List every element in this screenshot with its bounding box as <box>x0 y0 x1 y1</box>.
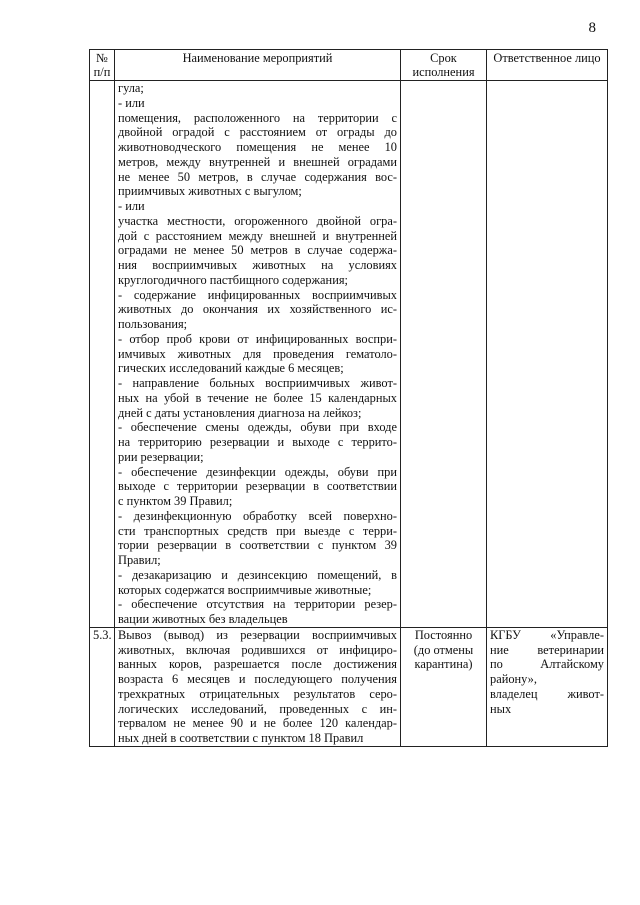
header-term: Срок исполнения <box>401 50 487 81</box>
text-line: - или <box>118 95 145 110</box>
text-line: выходе с территории резервации в соответствии <box>118 479 397 494</box>
row-5-3-term <box>404 628 483 672</box>
continuation-lines <box>118 81 397 627</box>
text-line: трехкратных отрицательных результатов серо- <box>118 686 397 701</box>
text-line: гических исследований каждые 6 месяцев; <box>118 361 344 376</box>
text-line: круглогодичного пастбищного содержания; <box>118 272 348 287</box>
text-line: ния восприимчивых животных на условиях <box>118 258 397 272</box>
continuation-term-cell <box>401 81 487 628</box>
continuation-text-cell <box>115 81 401 628</box>
text-line: двойной оградой с расстоянием от ограды до <box>118 125 397 140</box>
table-row-continuation <box>90 81 608 628</box>
text-line: - направление больных восприимчивых живот- <box>118 376 397 390</box>
table-row-5-3 <box>90 627 608 746</box>
text-line: (до отмены <box>413 642 474 657</box>
text-line: на территорию резервации и выходе с террито- <box>118 435 397 449</box>
row-5-3-term-cell <box>401 627 487 746</box>
text-line: сти транспортных средств при выезде с терри- <box>118 523 397 538</box>
text-line: животноводческого помещения не менее 10 <box>118 140 397 154</box>
text-line: которых содержатся восприимчивые животные; <box>118 582 372 597</box>
text-line: не менее 50 метров, в случае содержания вос- <box>118 169 397 184</box>
text-line: карантина) <box>414 657 473 672</box>
row-5-3-lines <box>118 628 397 746</box>
text-line: владелец живот- <box>490 686 604 701</box>
text-line: гула; <box>118 81 144 95</box>
header-name: Наименование мероприятий <box>115 50 401 81</box>
text-line: оградами не менее 50 метров в случае содержа- <box>118 243 397 258</box>
row-5-3-responsible <box>490 628 604 717</box>
text-line: по Алтайскому <box>490 657 604 672</box>
row-5-3-num: 5.3. <box>90 627 115 746</box>
text-line: приимчивых животных с выгулом; <box>118 184 302 199</box>
text-line: ние ветеринарии <box>490 642 604 657</box>
text-line: метров, между внутренней и внешней оградами <box>118 154 397 169</box>
row-5-3-responsible-cell <box>487 627 608 746</box>
text-line: с пунктом 39 Правил; <box>118 494 233 508</box>
text-line: - обеспечение смены одежды, обуви при входе <box>118 420 397 435</box>
text-line: - или <box>118 199 145 213</box>
text-line: - дезинфекционную обработку всей поверхно- <box>118 508 397 523</box>
text-line: ных <box>490 701 512 716</box>
text-line: - обеспечение отсутствия на территории резер- <box>118 597 397 612</box>
text-line: - обеспечение дезинфекции одежды, обуви при <box>118 464 397 479</box>
text-line: тервалом не менее 90 и не более 120 календар- <box>118 716 397 731</box>
text-line: Правил; <box>118 553 161 567</box>
text-line: району», <box>490 672 537 686</box>
measures-table <box>89 49 608 747</box>
text-line: ных дней в соответствии с пунктом 18 Правил <box>118 731 364 745</box>
table-header-row <box>90 50 608 81</box>
text-line: рии резервации; <box>118 449 204 464</box>
text-line: Постоянно <box>414 627 473 642</box>
text-line: дой с расстоянием между внешней и внутренней <box>118 228 397 243</box>
text-line: участка местности, огороженного двойной огра- <box>118 213 397 228</box>
text-line: логических исследований, проведенных с ин- <box>118 701 397 716</box>
page-number: 8 <box>588 20 596 36</box>
text-line: пользования; <box>118 317 188 331</box>
header-responsible: Ответственное лицо <box>487 50 608 81</box>
text-line: ных на убой в течение не более 15 календарных <box>118 390 397 405</box>
continuation-responsible-cell <box>487 81 608 628</box>
text-line: возраста 6 месяцев и последующего получения <box>118 672 397 686</box>
header-num: № п/п <box>90 50 115 81</box>
text-line: помещения, расположенного на территории с <box>118 110 397 125</box>
text-line: имчивых животных для проведения гематоло- <box>118 346 397 361</box>
text-line: тории резервации в соответствии с пунктом 39 <box>118 538 397 553</box>
text-line: дней с даты установления диагноза на лейкоз; <box>118 405 362 420</box>
row-5-3-text-cell <box>115 627 401 746</box>
text-line: Вывоз (вывод) из резервации восприимчивых <box>118 627 397 642</box>
text-line: ванных коров, разрешается после достижения <box>118 657 397 672</box>
text-line: - отбор проб крови от инфицированных воспри- <box>118 331 397 346</box>
text-line: животных, включая родившихся от инфициро- <box>118 642 397 657</box>
continuation-num-cell <box>90 81 115 628</box>
text-line: - содержание инфицированных восприимчивых <box>118 287 397 302</box>
text-line: - дезакаризацию и дезинсекцию помещений, в <box>118 567 397 582</box>
text-line: вации животных без владельцев <box>118 612 288 626</box>
text-line: животных до окончания их хозяйственного ис- <box>118 302 397 317</box>
text-line: КГБУ «Управле- <box>490 627 604 642</box>
